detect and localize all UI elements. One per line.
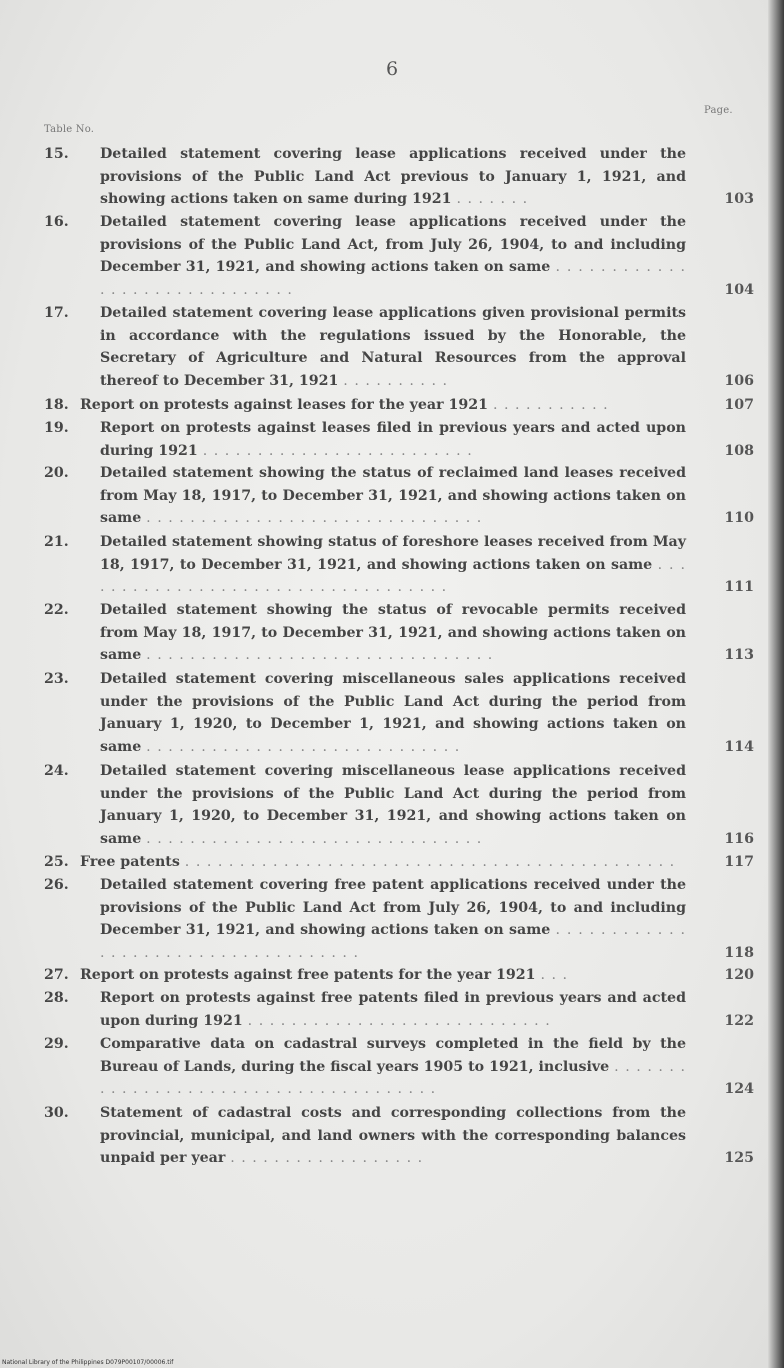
toc-entry: 20. Detailed statement showing the status of reclaimed land leases received from May 18, 1917, to December 31, 1921, and showing actions taken on same . . . . . . . . . . . . . . . . . . . . . . . . . . . . . . . 110 [44, 462, 754, 530]
entry-text: Detailed statement covering miscellaneous sales applications received under the provisions of the Public Land Act during the period from January 1, 1920, to December 1, 1921, and showing actions taken on same [100, 671, 686, 755]
entry-text: Report on protests against leases filed in previous years and acted upon during 1921 [100, 420, 686, 459]
toc-entry: 27. Report on protests against free patents for the year 1921 . . . 120 [44, 964, 754, 987]
page-edge-shadow [768, 0, 784, 1368]
entry-page: 122 [724, 1012, 754, 1029]
toc-entry: 29. Comparative data on cadastral surveys completed in the field by the Bureau of Lands, during the fiscal years 1905 to 1921, inclusive . . . . . . . . . . . . . . . . . . . . . . . . . . . . . . . . . . . . . . 124 [44, 1033, 754, 1101]
toc-entry: 30. Statement of cadastral costs and corresponding collections from the provincial, municipal, and land owners with the corresponding balances unpaid per year . . . . . . . . . . . . . . . . . . 125 [44, 1102, 754, 1170]
entry-text: Detailed statement showing status of foreshore leases received from May 18, 1917, to December 31, 1921, and showing actions taken on same [100, 534, 686, 573]
entry-text: Report on protests against leases for the year 1921 [80, 397, 489, 413]
entry-page: 104 [724, 281, 754, 298]
entry-page: 107 [724, 397, 754, 413]
entry-number: 24. [44, 763, 69, 779]
toc-entry: 21. Detailed statement showing status of foreshore leases received from May 18, 1917, to December 31, 1921, and showing actions taken on same . . . . . . . . . . . . . . . . . . . . . . . . . . . . . . . . . . . 111 [44, 531, 754, 599]
entry-page: 118 [724, 944, 754, 961]
entry-page: 103 [724, 191, 754, 207]
entry-number: 25. [44, 854, 69, 870]
entry-page: 116 [724, 830, 754, 847]
entry-text: Report on protests against free patents for the year 1921 [80, 967, 536, 983]
entry-number: 18. [44, 397, 69, 413]
entry-page: 111 [724, 579, 754, 595]
entry-text: Detailed statement covering lease applications given provisional permits in accordance with the regulations issued by the Honorable, the Secretary of Agriculture and Natural Resources from the approval thereof to December 31, 1921 [100, 305, 686, 389]
entry-number: 20. [44, 465, 69, 481]
entry-number: 22. [44, 602, 69, 618]
entry-page: 117 [724, 854, 754, 870]
entry-number: 15. [44, 146, 69, 162]
entry-text: Comparative data on cadastral surveys completed in the field by the Bureau of Lands, during the fiscal years 1905 to 1921, inclusive [100, 1036, 686, 1075]
toc-entry: 24. Detailed statement covering miscellaneous lease applications received under the provisions of the Public Land Act during the period from January 1, 1920, to December 31, 1921, and showing actions taken on same . . . . . . . . . . . . . . . . . . . . . . . . . . . . . . . 116 [44, 760, 754, 850]
entry-number: 26. [44, 877, 69, 893]
toc-entry: 19. Report on protests against leases filed in previous years and acted upon during 1921 . . . . . . . . . . . . . . . . . . . . . . . . . 108 [44, 417, 754, 462]
entry-page: 125 [724, 1150, 754, 1166]
entry-page: 124 [724, 1081, 754, 1097]
entry-number: 19. [44, 420, 69, 436]
entry-number: 16. [44, 214, 69, 230]
footer-source-label: National Library of the Philippines D079P00107/00006.tif [2, 1359, 174, 1366]
entry-page: 120 [724, 967, 754, 983]
toc-entry: 28. Report on protests against free patents filed in previous years and acted upon during 1921 . . . . . . . . . . . . . . . . . . . . . . . . . . . . 122 [44, 987, 754, 1032]
entry-text: Free patents [80, 854, 180, 870]
entry-number: 21. [44, 534, 69, 550]
page-column-header: Page. [704, 105, 733, 116]
entry-text: Detailed statement covering free patent applications received under the provisions of the Public Land Act from July 26, 1904, to and including December 31, 1921, and showing actions taken on same [100, 877, 686, 938]
table-column-header: Table No. [44, 124, 95, 135]
entry-page: 110 [724, 510, 754, 526]
entry-number: 29. [44, 1036, 69, 1052]
entry-page: 108 [724, 442, 754, 459]
toc-entry: 23. Detailed statement covering miscellaneous sales applications received under the provisions of the Public Land Act during the period from January 1, 1920, to December 1, 1921, and showing actions taken on same . . . . . . . . . . . . . . . . . . . . . . . . . . . . . 114 [44, 668, 754, 758]
entry-text: Statement of cadastral costs and corresponding collections from the provincial, municipal, and land owners with the corresponding balances unpaid per year [100, 1105, 686, 1166]
toc-entry: 15. Detailed statement covering lease applications received under the provisions of the Public Land Act previous to January 1, 1921, and showing actions taken on same during 1921 . . . . . . . 103 [44, 143, 754, 211]
entry-page: 114 [724, 738, 754, 755]
toc-entry: 18. Report on protests against leases for the year 1921 . . . . . . . . . . . 107 [44, 394, 754, 417]
entry-number: 17. [44, 305, 69, 321]
entry-text: Report on protests against free patents filed in previous years and acted upon during 1921 [100, 990, 686, 1029]
entry-number: 23. [44, 671, 69, 687]
entry-text: Detailed statement covering miscellaneous lease applications received under the provisions of the Public Land Act during the period from January 1, 1920, to December 31, 1921, and showing actions taken on same [100, 763, 686, 847]
toc-entry: 17. Detailed statement covering lease applications given provisional permits in accordance with the regulations issued by the Honorable, the Secretary of Agriculture and Natural Resources from the approval thereof to December 31, 1921 . . . . . . . . . . 106 [44, 302, 754, 392]
page-number: 6 [385, 58, 399, 80]
entry-number: 30. [44, 1105, 69, 1121]
entry-number: 27. [44, 967, 69, 983]
entry-text: Detailed statement covering lease applications received under the provisions of the Public Land Act, from July 26, 1904, to and including December 31, 1921, and showing actions taken on same [100, 214, 686, 275]
toc-entry: 22. Detailed statement showing the status of revocable permits received from May 18, 1917, to December 31, 1921, and showing actions taken on same . . . . . . . . . . . . . . . . . . . . . . . . . . . . . . . . 113 [44, 599, 754, 667]
entry-page: 113 [724, 647, 754, 663]
entry-text: Detailed statement showing the status of revocable permits received from May 18, 1917, to December 31, 1921, and showing actions taken on same [100, 602, 686, 663]
toc-entry: 26. Detailed statement covering free patent applications received under the provisions of the Public Land Act from July 26, 1904, to and including December 31, 1921, and showing actions taken on same . . . . . . . . . . . . . . . . . . . . . . . . . . . . . . . . . . . . 118 [44, 874, 754, 964]
toc-entry: 25. Free patents . . . . . . . . . . . . . . . . . . . . . . . . . . . . . . . . . . . . . . . . . . . . . 117 [44, 851, 754, 874]
entry-text: Detailed statement showing the status of reclaimed land leases received from May 18, 1917, to December 31, 1921, and showing actions taken on same [100, 465, 686, 526]
entry-text: Detailed statement covering lease applications received under the provisions of the Public Land Act previous to January 1, 1921, and showing actions taken on same during 1921 [100, 146, 686, 207]
entry-page: 106 [724, 372, 754, 389]
entry-number: 28. [44, 990, 69, 1006]
toc-entry: 16. Detailed statement covering lease applications received under the provisions of the Public Land Act, from July 26, 1904, to and including December 31, 1921, and showing actions taken on same . . . . . . . . . . . . . . . . . . . . . . . . . . . . . . 104 [44, 211, 754, 301]
